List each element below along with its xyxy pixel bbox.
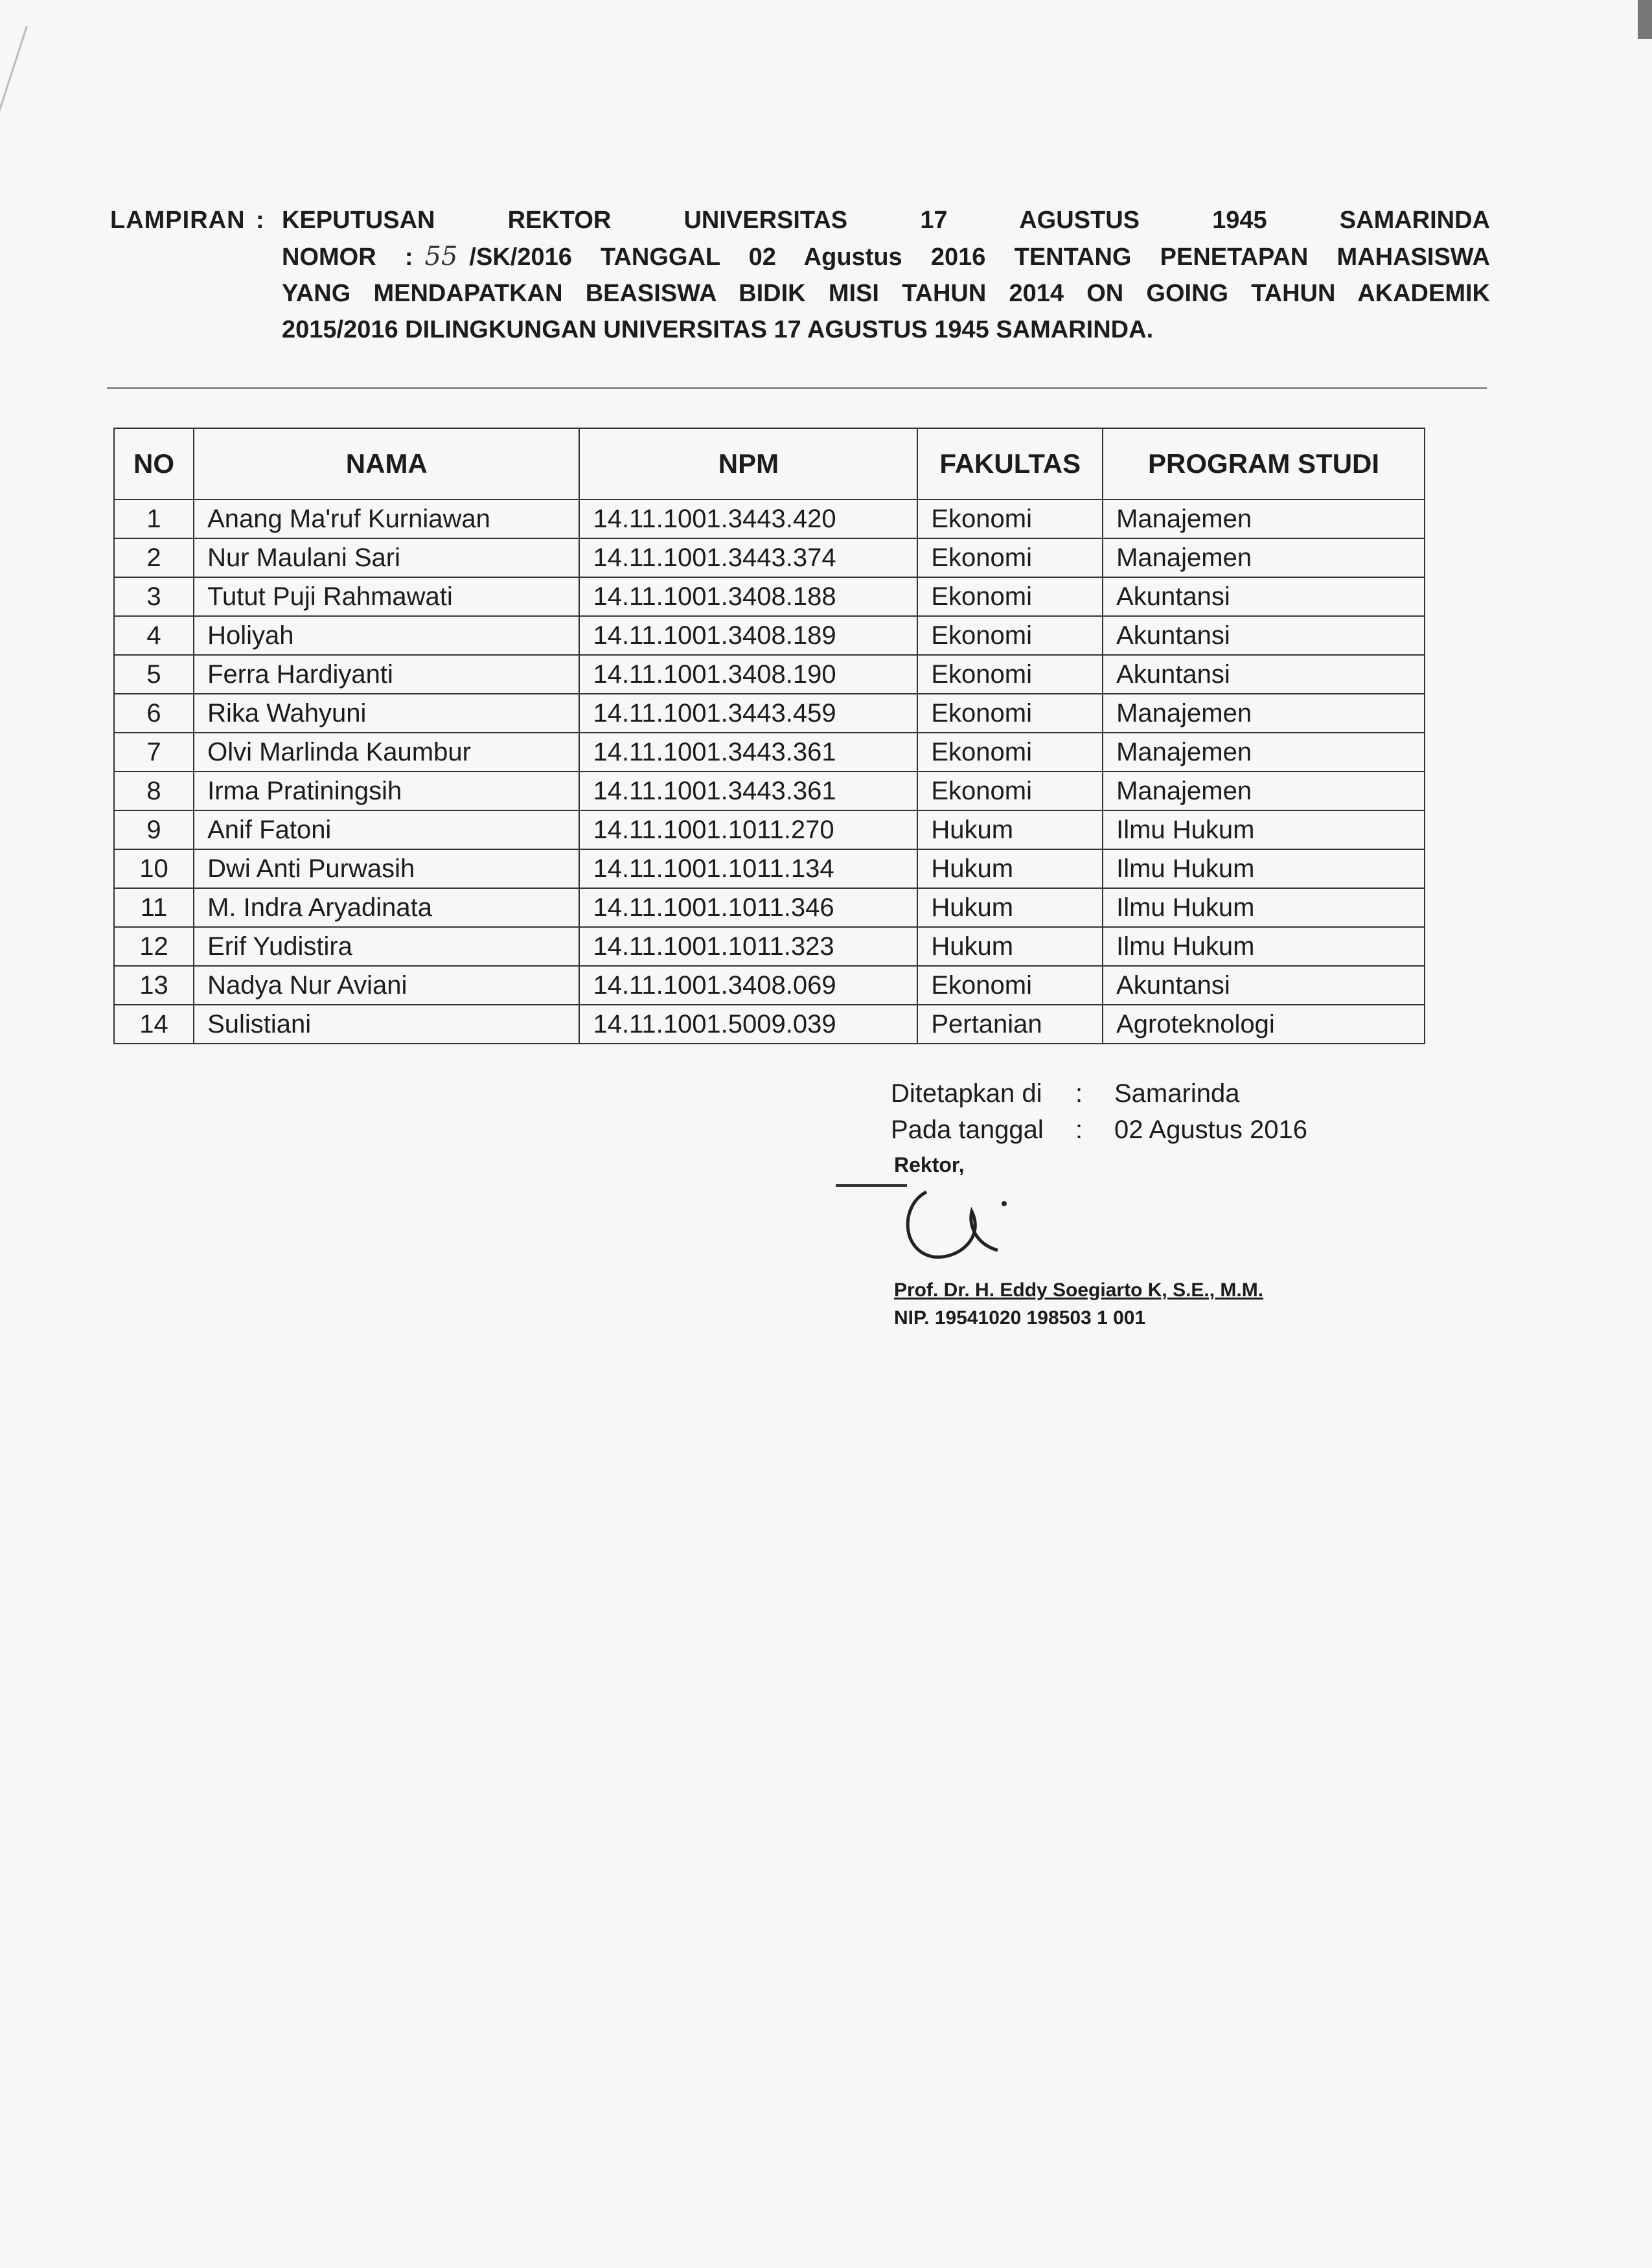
cell-nama: Anif Fatoni: [194, 810, 579, 849]
table-row: [114, 888, 1425, 927]
table-row: [114, 499, 1425, 538]
cell-npm: 14.11.1001.3408.188: [579, 577, 917, 616]
cell-npm: 14.11.1001.5009.039: [579, 1005, 917, 1044]
cell-npm: 14.11.1001.3443.420: [579, 499, 917, 538]
cell-no: 10: [114, 849, 194, 888]
cell-nama: Ferra Hardiyanti: [194, 655, 579, 694]
nomor-prefix: NOMOR :: [282, 244, 413, 271]
table-body: [114, 499, 1425, 1044]
cell-no: 13: [114, 966, 194, 1005]
header-line-4: 2015/2016 DILINGKUNGAN UNIVERSITAS 17 AGUSTUS 1945 SAMARINDA.: [282, 316, 1154, 343]
cell-fakultas: Hukum: [917, 810, 1103, 849]
scan-artifact: [0, 26, 28, 248]
header-no: NO: [114, 428, 194, 499]
divider-line: [107, 387, 1487, 389]
table-row: [114, 733, 1425, 772]
cell-program-studi: Akuntansi: [1103, 655, 1425, 694]
table-row: [114, 849, 1425, 888]
cell-no: 9: [114, 810, 194, 849]
cell-no: 5: [114, 655, 194, 694]
cell-fakultas: Ekonomi: [917, 966, 1103, 1005]
table-row: [114, 655, 1425, 694]
cell-npm: 14.11.1001.3443.374: [579, 538, 917, 577]
handwritten-number: 55: [424, 242, 458, 271]
date-label: Pada tanggal: [891, 1116, 1044, 1144]
cell-fakultas: Ekonomi: [917, 772, 1103, 810]
cell-fakultas: Ekonomi: [917, 577, 1103, 616]
cell-program-studi: Ilmu Hukum: [1103, 849, 1425, 888]
cell-npm: 14.11.1001.3408.069: [579, 966, 917, 1005]
cell-nama: Dwi Anti Purwasih: [194, 849, 579, 888]
cell-program-studi: Akuntansi: [1103, 577, 1425, 616]
table-row: [114, 694, 1425, 733]
date-row: [891, 1112, 1307, 1148]
cell-npm: 14.11.1001.1011.270: [579, 810, 917, 849]
cell-fakultas: Ekonomi: [917, 655, 1103, 694]
cell-program-studi: Ilmu Hukum: [1103, 810, 1425, 849]
rektor-name: Prof. Dr. H. Eddy Soegiarto K, S.E., M.M.: [894, 1279, 1264, 1301]
cell-no: 6: [114, 694, 194, 733]
header-npm: NPM: [579, 428, 917, 499]
cell-no: 11: [114, 888, 194, 927]
table-row: [114, 966, 1425, 1005]
place-label: Ditetapkan di: [891, 1079, 1042, 1108]
lampiran-colon: :: [256, 207, 264, 234]
table-row: [114, 927, 1425, 966]
header-line-1: KEPUTUSAN REKTOR UNIVERSITAS 17 AGUSTUS 1945 SAMARINDA: [282, 207, 1490, 234]
cell-nama: Tutut Puji Rahmawati: [194, 577, 579, 616]
cell-fakultas: Hukum: [917, 927, 1103, 966]
cell-npm: 14.11.1001.3443.459: [579, 694, 917, 733]
cell-no: 2: [114, 538, 194, 577]
cell-program-studi: Agroteknologi: [1103, 1005, 1425, 1044]
cell-program-studi: Manajemen: [1103, 694, 1425, 733]
cell-fakultas: Ekonomi: [917, 538, 1103, 577]
header-nama: NAMA: [194, 428, 579, 499]
cell-fakultas: Hukum: [917, 849, 1103, 888]
cell-nama: Olvi Marlinda Kaumbur: [194, 733, 579, 772]
cell-program-studi: Akuntansi: [1103, 616, 1425, 655]
cell-npm: 14.11.1001.1011.346: [579, 888, 917, 927]
cell-no: 1: [114, 499, 194, 538]
cell-program-studi: Manajemen: [1103, 538, 1425, 577]
handwritten-signature: [829, 1166, 1037, 1270]
cell-fakultas: Hukum: [917, 888, 1103, 927]
cell-nama: Nur Maulani Sari: [194, 538, 579, 577]
cell-no: 7: [114, 733, 194, 772]
attachment-header: [110, 202, 1490, 348]
date-value: 02 Agustus 2016: [1114, 1116, 1308, 1144]
place-row: [891, 1075, 1307, 1112]
date-colon: :: [1075, 1116, 1083, 1144]
cell-nama: M. Indra Aryadinata: [194, 888, 579, 927]
table-row: [114, 772, 1425, 810]
cell-fakultas: Ekonomi: [917, 694, 1103, 733]
table-row: [114, 577, 1425, 616]
header-line-2-rest: /SK/2016 TANGGAL 02 Agustus 2016 TENTANG PENETAPAN MAHASISWA: [469, 244, 1490, 271]
header-program-studi: PROGRAM STUDI: [1103, 428, 1425, 499]
rektor-nip: NIP. 19541020 198503 1 001: [894, 1307, 1146, 1329]
table-row: [114, 616, 1425, 655]
cell-no: 3: [114, 577, 194, 616]
cell-nama: Rika Wahyuni: [194, 694, 579, 733]
cell-program-studi: Manajemen: [1103, 733, 1425, 772]
cell-fakultas: Ekonomi: [917, 733, 1103, 772]
cell-program-studi: Ilmu Hukum: [1103, 927, 1425, 966]
cell-no: 14: [114, 1005, 194, 1044]
cell-program-studi: Ilmu Hukum: [1103, 888, 1425, 927]
cell-no: 4: [114, 616, 194, 655]
signature-details: [891, 1075, 1307, 1148]
cell-npm: 14.11.1001.3408.189: [579, 616, 917, 655]
cell-no: 12: [114, 927, 194, 966]
place-colon: :: [1075, 1079, 1083, 1108]
cell-npm: 14.11.1001.3443.361: [579, 733, 917, 772]
header-line-3: YANG MENDAPATKAN BEASISWA BIDIK MISI TAHUN 2014 ON GOING TAHUN AKADEMIK: [282, 280, 1490, 307]
table-row: [114, 538, 1425, 577]
cell-nama: Erif Yudistira: [194, 927, 579, 966]
cell-no: 8: [114, 772, 194, 810]
cell-npm: 14.11.1001.3443.361: [579, 772, 917, 810]
student-table: [113, 428, 1425, 1044]
cell-nama: Sulistiani: [194, 1005, 579, 1044]
cell-nama: Holiyah: [194, 616, 579, 655]
table-row: [114, 1005, 1425, 1044]
header-fakultas: FAKULTAS: [917, 428, 1103, 499]
header-line-2: [282, 238, 1490, 275]
cell-fakultas: Ekonomi: [917, 616, 1103, 655]
cell-npm: 14.11.1001.1011.323: [579, 927, 917, 966]
cell-program-studi: Manajemen: [1103, 772, 1425, 810]
cell-nama: Nadya Nur Aviani: [194, 966, 579, 1005]
cell-npm: 14.11.1001.3408.190: [579, 655, 917, 694]
lampiran-label: LAMPIRAN: [110, 207, 246, 234]
cell-program-studi: Akuntansi: [1103, 966, 1425, 1005]
cell-program-studi: Manajemen: [1103, 499, 1425, 538]
place-value: Samarinda: [1114, 1079, 1240, 1108]
table-header-row: [114, 428, 1425, 499]
cell-fakultas: Ekonomi: [917, 499, 1103, 538]
scan-edge: [1638, 0, 1652, 39]
rektor-title: Rektor,: [894, 1153, 965, 1176]
cell-nama: Irma Pratiningsih: [194, 772, 579, 810]
cell-nama: Anang Ma'ruf Kurniawan: [194, 499, 579, 538]
table-row: [114, 810, 1425, 849]
cell-npm: 14.11.1001.1011.134: [579, 849, 917, 888]
cell-fakultas: Pertanian: [917, 1005, 1103, 1044]
